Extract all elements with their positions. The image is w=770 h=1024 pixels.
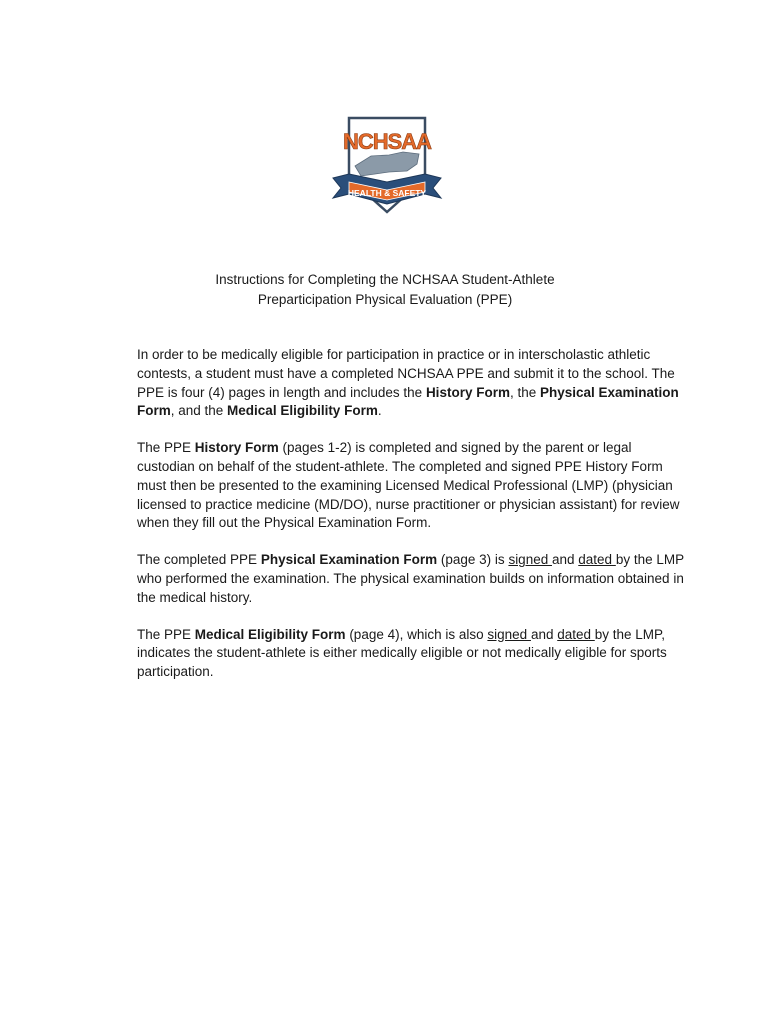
logo-banner-text: HEALTH & SAFETY <box>347 188 427 198</box>
logo-graphic <box>331 116 443 216</box>
p1-physical-exam-form: Physical Examination Form <box>137 384 679 419</box>
paragraph-history-form <box>137 439 687 533</box>
p4-text-4: by the LMP, indicates the student-athlete is either medically eligible or not medically eligible for sports participation. <box>137 626 667 680</box>
p1-history-form: History Form <box>425 384 510 400</box>
p1-text-2: , the <box>509 384 540 400</box>
p3-text-4: by the LMP who performed the examination. The physical examination builds on information obtained in the medical history. <box>137 552 684 605</box>
p3-physical-exam-form: Physical Examination Form <box>260 552 438 568</box>
p1-text-1: In order to be medically eligible for participation in practice or in interscholastic athletic contests, a student must have a completed NCHSAA PPE and submit it to the school. The PPE is four (4) pages in length and includes the <box>137 347 675 400</box>
p3-signed: signed <box>508 552 552 568</box>
p3-text-3: and <box>551 552 579 568</box>
nchsaa-health-safety-logo <box>331 116 443 216</box>
p1-medical-eligibility-form: Medical Eligibility Form <box>227 403 378 419</box>
p3-text-1: The completed PPE <box>137 552 261 568</box>
paragraph-eligibility <box>137 346 687 421</box>
p2-text-1: The PPE <box>137 440 195 456</box>
p3-text-2: (page 3) is <box>437 552 509 568</box>
paragraph-medical-eligibility-form <box>137 626 687 682</box>
title-line-1: Instructions for Completing the NCHSAA Student-Athlete <box>215 272 555 287</box>
document-title <box>150 270 620 310</box>
p4-dated: dated <box>557 626 595 642</box>
logo-wordmark: NCHSAA <box>342 129 432 154</box>
p1-text-4: . <box>377 403 382 419</box>
p4-signed: signed <box>487 626 531 642</box>
p4-text-2: (page 4), which is also <box>345 626 488 642</box>
paragraph-physical-exam-form <box>137 551 687 607</box>
instructions-body <box>137 346 687 700</box>
p4-text-1: The PPE <box>137 626 195 642</box>
p2-history-form: History Form <box>194 440 279 456</box>
p4-medical-eligibility-form: Medical Eligibility Form <box>194 626 346 642</box>
p4-text-3: and <box>530 626 558 642</box>
p1-text-3: , and the <box>170 403 228 419</box>
p3-dated: dated <box>578 552 616 568</box>
title-line-2: Preparticipation Physical Evaluation (PPE) <box>257 292 513 307</box>
p2-text-2: (pages 1-2) is completed and signed by the parent or legal custodian on behalf of the student-athlete. The completed and signed PPE History Form must then be presented to the examining Licensed Medical Professional (LMP) (physician licensed to practice medicine (MD/DO), nurse practitioner or physician assistant) for review when they fill out the Physical Examination Form. <box>137 440 680 531</box>
